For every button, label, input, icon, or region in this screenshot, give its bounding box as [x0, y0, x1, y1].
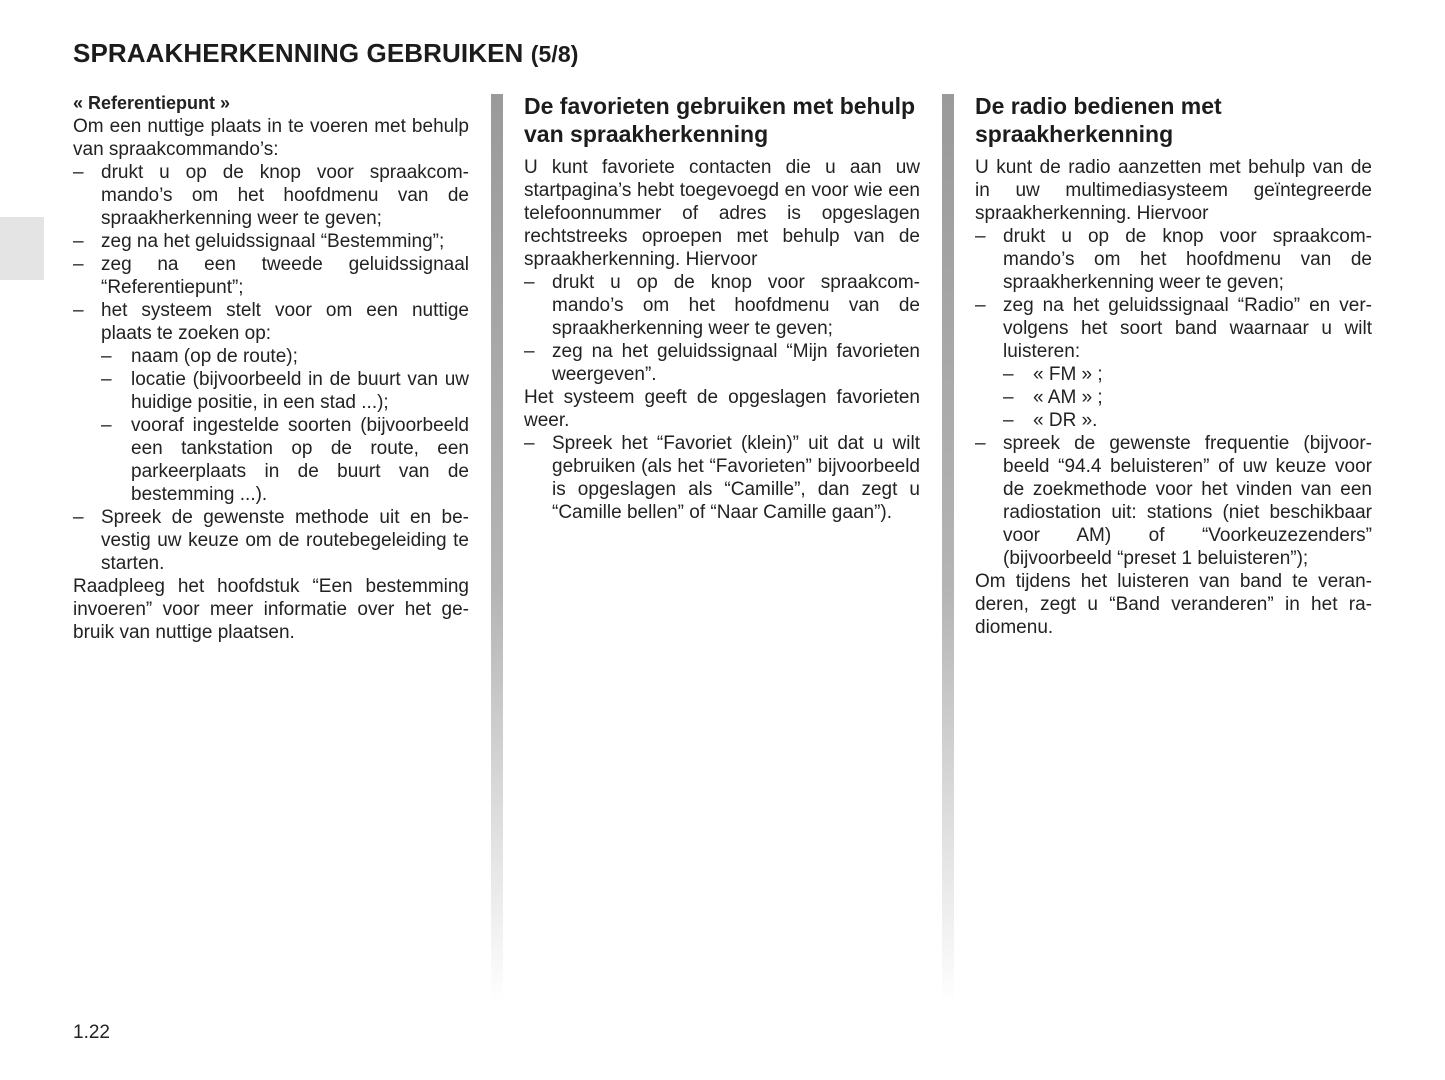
col3-band: – « FM » ; — [1003, 363, 1372, 386]
column-favorieten — [524, 92, 920, 524]
col3-steps — [975, 225, 1372, 432]
col1-option: – naam (op de route); — [101, 345, 469, 368]
col3-final — [975, 432, 1372, 570]
col3-note: Om tijdens het luisteren van band te veranderen, zegt u “Band veranderen” in het radiomenu. — [975, 571, 1372, 638]
col2-steps — [524, 271, 920, 386]
col1-option: – locatie (bijvoorbeeld in de buurt van uw huidige positie, in een stad ...); — [101, 368, 469, 414]
col2-step: – drukt u op de knop voor spraakcommando’s om het hoofdmenu van de spraakherkenning weer te geven; — [524, 271, 920, 340]
page-part-indicator: (5/8) — [530, 41, 579, 67]
col3-band: – « AM » ; — [1003, 386, 1372, 409]
col3-final-step: – spreek de gewenste frequentie (bijvoorbeeld “94.4 beluisteren” of uw keuze voor de zoekmethode voor het vinden van een radiostation uit: stations (niet beschikbaar voor AM) of “Voorkeuzezenders” (bijvoorbeeld “preset 1 beluisteren”); — [975, 432, 1372, 570]
col1-step: – zeg na het geluidssignaal “Bestemming”; — [73, 230, 469, 253]
col3-step-text: zeg na het geluidssignaal “Radio” en vervolgens het soort band waarnaar u wilt luisteren: — [1003, 295, 1372, 362]
column-radio — [975, 92, 1372, 639]
page-number: 1.22 — [73, 1022, 110, 1043]
col1-steps — [73, 161, 469, 506]
col2-final — [524, 432, 920, 524]
col1-intro: Om een nuttige plaats in te voeren met behulp van spraakcommando’s: — [73, 116, 469, 160]
col2-middle: Het systeem geeft de opgeslagen favorieten weer. — [524, 387, 920, 431]
col1-step-text: het systeem stelt voor om een nuttige plaats te zoeken op: — [101, 300, 469, 344]
col1-note: Raadpleeg het hoofdstuk “Een bestemming invoeren” voor meer informatie over het gebruik van nuttige plaatsen. — [73, 576, 469, 643]
col1-final-step: – Spreek de gewenste methode uit en bevestig uw keuze om de routebegeleiding te starten. — [73, 506, 469, 575]
col3-band: – « DR ». — [1003, 409, 1372, 432]
heading-radio: De radio bedienen met spraakherkenning — [975, 93, 1222, 147]
col1-step — [73, 299, 469, 506]
column-referentiepunt — [73, 92, 469, 644]
col1-option: – vooraf ingestelde soorten (bijvoorbeeld een tankstation op de route, een parkeerplaats in de buurt van de bestemming ...). — [101, 414, 469, 506]
page-title — [73, 38, 579, 69]
col1-final — [73, 506, 469, 575]
col1-step: – drukt u op de knop voor spraakcommando’s om het hoofdmenu van de spraakherkenning weer te geven; — [73, 161, 469, 230]
col1-options — [101, 345, 469, 506]
chapter-tab — [0, 217, 44, 280]
heading-favorieten: De favorieten gebruiken met behulp van spraakherkenning — [524, 93, 916, 147]
column-divider-1 — [491, 94, 503, 1004]
col2-final-step: – Spreek het “Favoriet (klein)” uit dat u wilt gebruiken (als het “Favorieten” bijvoorbeeld is opgeslagen als “Camille”, dan zegt u “Camille bellen” of “Naar Camille gaan”). — [524, 432, 920, 524]
page-title-text: SPRAAKHERKENNING GEBRUIKEN — [73, 38, 524, 68]
col1-step: – zeg na een tweede geluidssignaal “Referentiepunt”; — [73, 253, 469, 299]
column-divider-2 — [942, 94, 954, 1004]
col3-bands — [1003, 363, 1372, 432]
col2-intro: U kunt favoriete contacten die u aan uw startpagina’s hebt toegevoegd en voor wie een telefoonnummer of adres is opgeslagen rechtstreeks oproepen met behulp van de spraakherkenning. Hiervoor — [524, 157, 920, 270]
col3-step: – drukt u op de knop voor spraakcommando’s om het hoofdmenu van de spraakherkenning weer te geven; — [975, 225, 1372, 294]
subheading-referentiepunt: « Referentiepunt » — [73, 93, 231, 113]
col2-step: – zeg na het geluidssignaal “Mijn favorieten weergeven”. — [524, 340, 920, 386]
col3-step — [975, 294, 1372, 432]
col3-intro: U kunt de radio aanzetten met behulp van de in uw multimediasysteem geïntegreerde spraakherkenning. Hiervoor — [975, 157, 1372, 224]
